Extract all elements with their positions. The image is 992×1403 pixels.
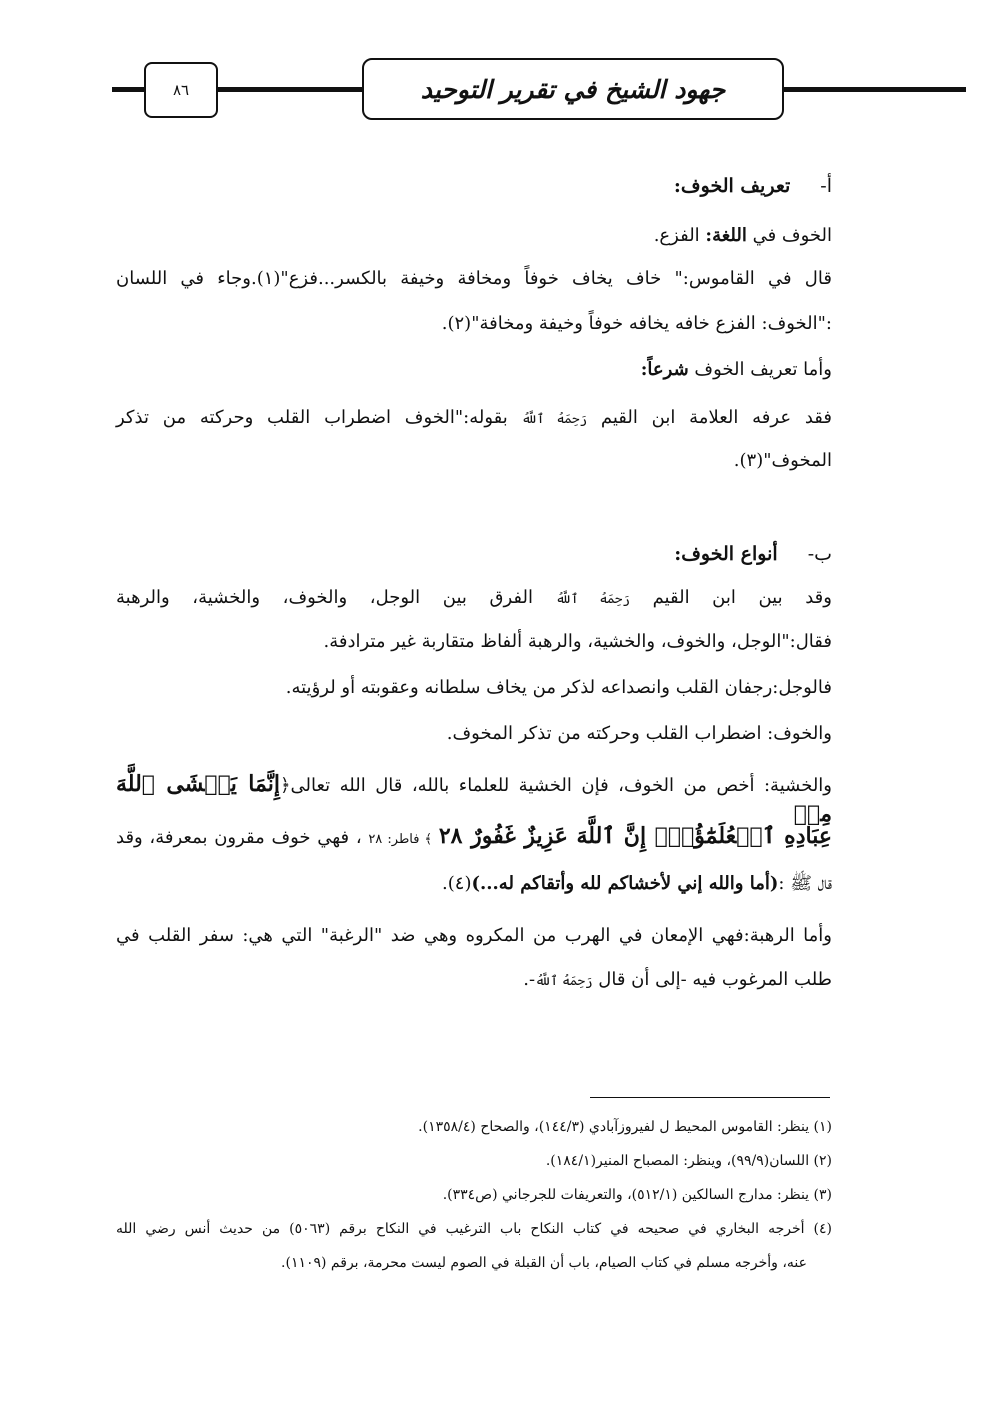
ibn-qayyim-text-a: فقد عرفه العلامة ابن القيم xyxy=(600,407,833,428)
hadith-prefix: قال ﷺ : xyxy=(778,873,832,894)
footnote-separator xyxy=(590,1097,830,1098)
ibn-qayyim-text-b: بقوله:"الخوف اضطراب القلب وحركته من تذكر xyxy=(116,407,508,428)
shari-definition-line xyxy=(641,356,832,384)
quran-verse-part-2: عِبَادِهِ ٱلۡعُلَمَٰٓؤُاْۗ إِنَّ ٱللَّهَ عَزِيزٌ غَفُورٌ ٢٨ xyxy=(438,823,832,849)
rahimahullah-glyph: رَحِمَهُ ٱللَّهُ xyxy=(555,592,630,607)
quran-verse-part-1: إِنَّمَا يَخۡشَى ٱللَّهَ مِنۡ xyxy=(116,771,832,827)
rahba-line-1: وأما الرهبة:فهي الإمعان في الهرب من المكروه وهي ضد "الرغبة" التي هي: سفر القلب في xyxy=(116,925,832,946)
lang-prefix: الخوف في xyxy=(752,225,832,246)
heading-text-a: تعريف الخوف: xyxy=(673,175,791,197)
footnote-3: (٣) ينظر: مدارج السالكين (٥١٢/١)، والتعريفات للجرجاني (ص٣٣٤). xyxy=(442,1187,832,1203)
rahimahullah-glyph: رَحِمَهُ ٱللَّهُ xyxy=(521,412,588,427)
hadith-text: (أما والله إني لأخشاكم لله وأتقاكم له...) xyxy=(471,873,779,894)
shar-prefix: وأما تعريف الخوف xyxy=(694,359,832,380)
wajal-definition: فالوجل:رجفان القلب وانصداعه لذكر من يخاف سلطانه وعقوبته أو لرؤيته. xyxy=(285,677,832,698)
khashya-line-1 xyxy=(116,770,832,830)
ibn-qayyim-line-2: المخوف"(٣). xyxy=(733,450,832,471)
khashya-line-2 xyxy=(116,822,832,854)
types-intro-line-1 xyxy=(116,584,832,614)
hadith-line xyxy=(442,870,832,898)
footnote-4-line-2: عنه، وأخرجه مسلم في كتاب الصيام، باب أن القبلة في الصوم ليست محرمة، برقم (١١٠٩). xyxy=(281,1255,807,1271)
lang-definition-line xyxy=(654,222,832,250)
footnote-4-line-1: (٤) أخرجه البخاري في صحيحه في كتاب النكاح باب الترغيب في النكاح برقم (٥٠٦٣) من حديث أنس رضي الله xyxy=(116,1221,832,1237)
header-rule-right xyxy=(782,87,966,92)
hadith-footnote-mark: (٤). xyxy=(442,873,472,894)
page-number: ٨٦ xyxy=(144,62,218,118)
heading-khawf-definition xyxy=(674,172,832,200)
heading-letter-b: ب- xyxy=(807,543,832,565)
qamus-line: قال في القاموس:" خاف يخاف خوفاً ومخافة وخيفة بالكسر...فزع"(١).وجاء في اللسان xyxy=(116,268,832,289)
khawf-definition: والخوف: اضطراب القلب وحركته من تذكر المخوف. xyxy=(446,723,832,744)
ibn-qayyim-line-1 xyxy=(116,404,832,434)
types-intro-line-2: فقال:"الوجل، والخوف، والخشية، والرهبة ألفاظ متقاربة غير مترادفة. xyxy=(323,631,832,652)
rahba-end: -. xyxy=(523,969,536,990)
khashya-text: والخشية: أخص من الخوف، فإن الخشية للعلماء بالله، قال الله تعالى﴿ xyxy=(279,775,832,796)
heading-letter-a: أ- xyxy=(820,175,832,197)
rahimahullah-glyph: رَحِمَهُ ٱللَّهُ xyxy=(535,974,593,989)
khashya-continuation: ، فهي خوف مقرون بمعرفة، وقد xyxy=(116,827,362,848)
shar-word: شرعاً: xyxy=(640,359,689,380)
types-intro-b: الفرق بين الوجل، والخوف، والخشية، والرهبة xyxy=(116,587,533,608)
lisan-line: :"الخوف: الفزع خافه يخافه خوفاً وخيفة ومخافة"(٢). xyxy=(441,313,832,334)
heading-text-b: أنواع الخوف: xyxy=(674,543,778,565)
rahba-text: طلب المرغوب فيه -إلى أن قال xyxy=(598,969,832,990)
heading-khawf-types xyxy=(674,540,832,568)
surah-reference: ﴾ فاطر: ٢٨ xyxy=(368,832,433,847)
header-rule-middle xyxy=(216,87,362,92)
book-title: جهود الشيخ في تقرير التوحيد xyxy=(362,58,784,120)
rahba-line-2 xyxy=(523,966,832,996)
footnote-2: (٢) اللسان(٩٩/٩)، وينظر: المصباح المنير(١٨٤/١). xyxy=(545,1153,832,1169)
lang-rest: الفزع. xyxy=(653,225,700,246)
footnote-1: (١) ينظر: القاموس المحيط ل لفيروزآبادي (١٤٤/٣)، والصحاح (١٣٥٨/٤). xyxy=(418,1119,832,1135)
header-rule-left xyxy=(112,87,144,92)
types-intro-a: وقد بين ابن القيم xyxy=(652,587,832,608)
lang-word: اللغة: xyxy=(705,225,747,246)
